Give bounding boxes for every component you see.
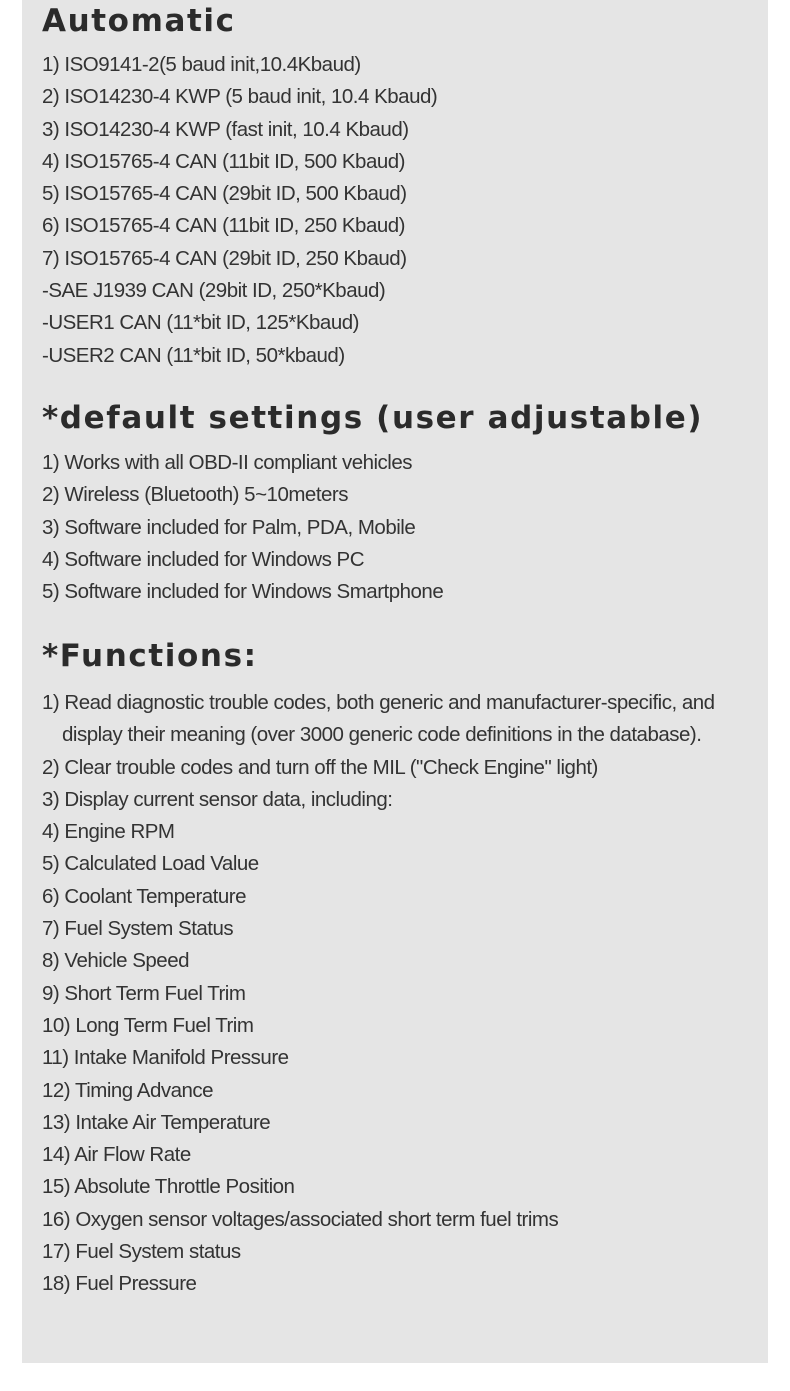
list-item: 11) Intake Manifold Pressure <box>42 1046 289 1070</box>
functions-section <box>42 635 758 1301</box>
functions-list <box>42 687 758 1301</box>
list-item: 4) Software included for Windows PC <box>42 547 365 571</box>
list-item: -USER1 CAN (11*bit ID, 125*Kbaud) <box>42 311 359 335</box>
list-item: 9) Short Term Fuel Trim <box>42 981 246 1005</box>
list-item: 12) Timing Advance <box>42 1078 214 1102</box>
list-item: 16) Oxygen sensor voltages/associated short term fuel trims <box>42 1207 559 1231</box>
list-item: 5) Software included for Windows Smartphone <box>42 580 444 604</box>
list-item: 17) Fuel System status <box>42 1240 241 1264</box>
list-item: 6) Coolant Temperature <box>42 884 246 908</box>
list-item: 1) Read diagnostic trouble codes, both generic and manufacturer-specific, and display their meaning (over 3000 generic code definitions in the database). <box>42 691 715 747</box>
list-item: -USER2 CAN (11*bit ID, 50*kbaud) <box>42 343 345 367</box>
list-item: 2) Clear trouble codes and turn off the MIL ("Check Engine" light) <box>42 755 598 779</box>
list-item: 7) Fuel System Status <box>42 917 234 941</box>
list-item: 18) Fuel Pressure <box>42 1272 197 1296</box>
list-item: 15) Absolute Throttle Position <box>42 1175 295 1199</box>
automatic-section <box>42 0 758 372</box>
list-item: 3) ISO14230-4 KWP (fast init, 10.4 Kbaud) <box>42 117 409 141</box>
list-item: 7) ISO15765-4 CAN (29bit ID, 250 Kbaud) <box>42 246 407 270</box>
list-item: 14) Air Flow Rate <box>42 1143 191 1167</box>
automatic-heading: Automatic <box>42 3 236 39</box>
list-item: 5) ISO15765-4 CAN (29bit ID, 500 Kbaud) <box>42 182 407 206</box>
list-item: 6) ISO15765-4 CAN (11bit ID, 250 Kbaud) <box>42 214 405 238</box>
list-item: 13) Intake Air Temperature <box>42 1110 271 1134</box>
list-item: 3) Software included for Palm, PDA, Mobile <box>42 515 416 539</box>
default-settings-heading: *default settings (user adjustable) <box>42 400 704 436</box>
list-item: 4) Engine RPM <box>42 820 175 844</box>
content-panel <box>22 0 768 1363</box>
list-item: 2) Wireless (Bluetooth) 5~10meters <box>42 483 349 507</box>
list-item: 3) Display current sensor data, including: <box>42 787 393 811</box>
list-item: -SAE J1939 CAN (29bit ID, 250*Kbaud) <box>42 279 386 303</box>
list-item: 1) ISO9141-2(5 baud init,10.4Kbaud) <box>42 53 361 76</box>
list-item: 4) ISO15765-4 CAN (11bit ID, 500 Kbaud) <box>42 149 405 173</box>
list-item: 1) Works with all OBD-II compliant vehicles <box>42 451 413 474</box>
list-item: 10) Long Term Fuel Trim <box>42 1013 254 1037</box>
functions-heading: *Functions: <box>42 638 258 674</box>
default-settings-section <box>42 397 758 608</box>
default-settings-list <box>42 447 758 608</box>
automatic-list <box>42 49 758 372</box>
list-item: 5) Calculated Load Value <box>42 852 259 876</box>
list-item: 8) Vehicle Speed <box>42 949 190 973</box>
list-item: 2) ISO14230-4 KWP (5 baud init, 10.4 Kbaud) <box>42 85 438 109</box>
